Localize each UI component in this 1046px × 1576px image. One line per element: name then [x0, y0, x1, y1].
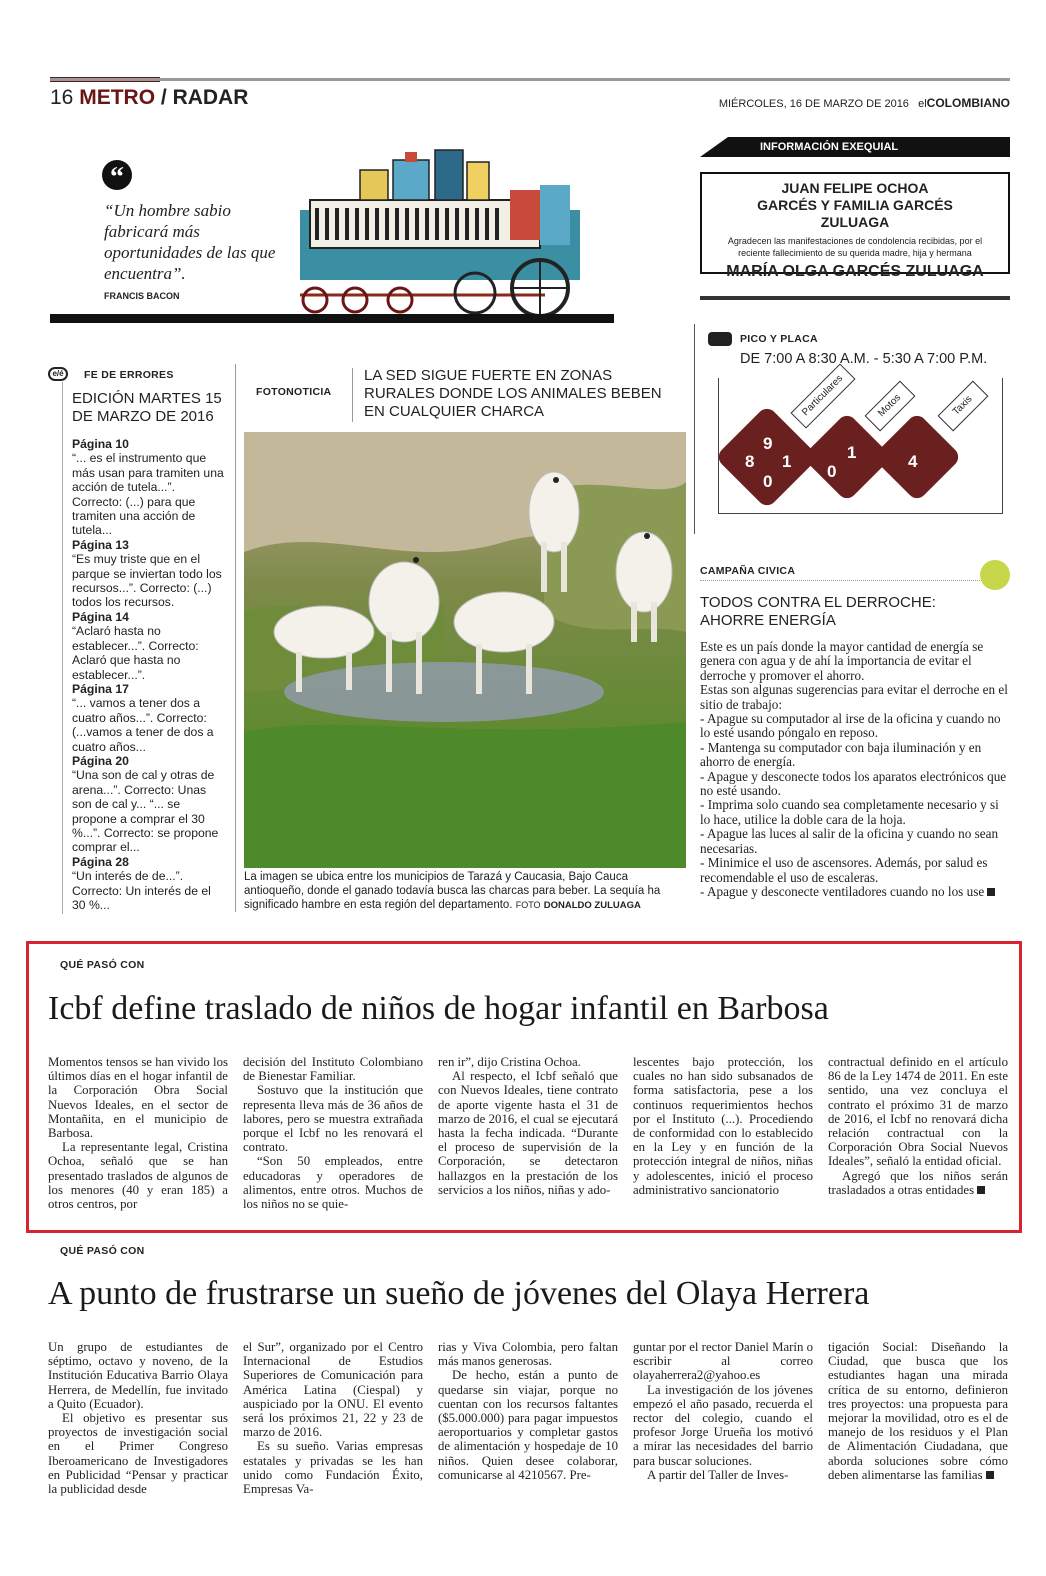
plate-digit: 4: [908, 452, 918, 471]
errata-text: “... es el instrumento que más usan para tramiten una acción de tutela...”. Correcto: (...) para que tramiten una acción de tutela...: [72, 451, 224, 538]
article2-paragraph: el Sur”, organizado por el Centro Internacional de Estudios Superiores de Comunicación para América Latina (Ciespal) y auspiciado por la ONU. El evento será los próximos 21, 22 y 23 de marzo de 2016.: [243, 1340, 423, 1440]
cattle-photo: [244, 432, 686, 868]
dateline: [719, 96, 1010, 110]
article2-paragraph: El objetivo es presentar sus proyectos de investigación social en el Primer Congreso Iberoamericano de Investigadores en Publicidad “Pensar y practicar la publicidad desde: [48, 1411, 228, 1497]
column-divider: [235, 364, 236, 912]
quote-author: FRANCIS BACON: [104, 291, 180, 301]
page-header: [50, 86, 248, 110]
campana-tip: - Minimice el uso de ascensores. Además, por salud es recomendable el uso de escaleras.: [700, 855, 988, 885]
header-rule: [50, 78, 1010, 81]
article1-paragraph: decisión del Instituto Colombiano de Bienestar Familiar.: [243, 1055, 423, 1084]
campana-body: [700, 640, 1010, 899]
errata-text: “... vamos a tener dos a cuatro años...”. Correcto: (...vamos a tener de dos a cuatro años...: [72, 696, 214, 754]
header-separator: /: [160, 86, 167, 109]
article2-column: [243, 1340, 423, 1496]
photo-credit: DONALDO ZULUAGA: [543, 900, 641, 911]
exequial-names: JUAN FELIPE OCHOA GARCÉS Y FAMILIA GARCÉS ZULUAGA: [757, 180, 953, 230]
errata-page: Página 10: [72, 437, 129, 451]
photo-caption: [244, 870, 686, 913]
plate-digit: 1: [847, 443, 857, 462]
train-illustration: [285, 130, 585, 320]
brand-name: COLOMBIANO: [926, 96, 1010, 110]
errata-page: Página 20: [72, 753, 129, 768]
errata-page: Página 17: [72, 681, 129, 696]
campana-paragraph: Este es un país donde la mayor cantidad de energía se genera con agua y de ahí la importancia de evitar el derroche y promover el ahorro.: [700, 639, 984, 683]
photo-credit-label: FOTO: [515, 900, 541, 910]
plate-type-motos: Motos: [865, 381, 916, 432]
article2-kicker: QUÉ PASÓ CON: [60, 1245, 145, 1257]
article1-headline: Icbf define traslado de niños de hogar infantil en Barbosa: [48, 990, 829, 1027]
article2-column: [633, 1340, 813, 1482]
campana-tip: - Apague y desconecte todos los aparatos electrónicos que no esté usando.: [700, 768, 1007, 799]
errata-page: Página 14: [72, 609, 129, 624]
campana-tip: - Apague su computador al irse de la oficina y cuando no lo esté usando póngalo en reposo.: [700, 711, 1001, 741]
article1-paragraph: “Son 50 empleados, entre educadoras y operadores de alimentos, entre otros. Muchos de los niños no se quie-: [243, 1154, 423, 1212]
brand-prefix: el: [918, 98, 927, 110]
article2-column: [48, 1340, 228, 1496]
thumbs-up-icon: [980, 560, 1010, 590]
article1-paragraph: La representante legal, Cristina Ochoa, señaló que se han presentado traslados de algunos de los menores (40 y eran 185) a otros centros, por: [48, 1140, 228, 1212]
errata-text: “Es muy triste que en el parque se inviertan todo los recursos...”. Correcto: (...) todos los recursos.: [72, 552, 222, 610]
column-divider: [352, 368, 353, 422]
article1-paragraph: contractual definido en el artículo 86 de la Ley 1474 de 2011. En este sentido, una vez concluya el contrato el próximo 31 de marzo de 2016, el Icbf no renovará dicha relación contractual con la Corporación Obra Social Nuevos Ideales”, señaló la entidad oficial.: [828, 1055, 1008, 1169]
article1-paragraph: Sostuvo que la institución que representa lleva más de 36 años de labores, pero se muestra extrañada porque el Icbf no les renovará el contrato.: [243, 1083, 423, 1155]
article1-column: [828, 1055, 1008, 1197]
fotonoticia-title: LA SED SIGUE FUERTE EN ZONAS RURALES DONDE LOS ANIMALES BEBEN EN CUALQUIER CHARCA: [364, 367, 662, 420]
exequial-notice: [700, 172, 1010, 280]
plate-digit: 1: [782, 452, 792, 471]
campana-label: CAMPAÑA CIVICA: [700, 565, 796, 577]
end-of-article-icon: [987, 888, 995, 896]
errata-icon: e/é: [48, 367, 68, 381]
campana-tip: - Apague y desconecte ventiladores cuando no los use: [700, 883, 985, 899]
article1-column: [633, 1055, 813, 1197]
article2-column: [828, 1340, 1008, 1482]
campana-paragraph: Estas son algunas sugerencias para evitar el derroche en el sitio de trabajo:: [700, 682, 1008, 712]
errata-rule: [62, 382, 63, 914]
exequial-rule: [700, 296, 1010, 300]
article1-column: [48, 1055, 228, 1211]
subsection-name: RADAR: [172, 86, 249, 109]
quote-text: “Un hombre sabio fabricará más oportunidades de las que encuentra”.: [104, 201, 276, 283]
article2-column: [438, 1340, 618, 1482]
campana-tip: - Imprima solo cuando sea completamente necesario y si lo hace, utilice la doble cara de la hoja.: [700, 797, 999, 827]
article1-paragraph: lescentes bajo protección, los cuales no han sido subsanados de forma satisfactoria, pese a los continuos requerimientos hechos por el Instituto (...). Procediendo de conformidad con lo establecido en la Ley y en función de la protección integral de niños, niñas y adolescentes, inició el proceso administrativo sancionatorio: [633, 1055, 813, 1197]
campana-title: TODOS CONTRA EL DERROCHE: AHORRE ENERGÍA: [700, 594, 936, 629]
article2-paragraph: tigación Social: Diseñando la Ciudad, que busca que los estudiantes hagan una mirada crítica de su entorno, definieron tres proyectos: una propuesta para mejorar la movilidad, otro es el de manejo de los residuos y el Plan de Alimentación Ciudadana, que aborda soluciones sobre cómo deben alimentarse las familias: [828, 1340, 1008, 1482]
plate-type-taxis: Taxis: [938, 381, 989, 432]
page-number: 16: [50, 86, 74, 109]
errata-label: FE DE ERRORES: [84, 369, 174, 381]
article1-paragraph: Agregó que los niños serán trasladados a otras entidades: [828, 1168, 1008, 1197]
column-divider: [694, 324, 695, 534]
campana-rule: [700, 580, 980, 581]
article2-paragraph: Es su sueño. Varias empresas estatales y privadas se les han unido como Fundación Éxito, Empresas Va-: [243, 1439, 423, 1497]
errata-page: Página 28: [72, 854, 129, 869]
article1-column: [438, 1055, 618, 1197]
publication-date: MIÉRCOLES, 16 DE MARZO DE 2016: [718, 98, 909, 110]
exequial-label: INFORMACIÓN EXEQUIAL: [700, 137, 1010, 157]
errata-list: [72, 437, 224, 912]
errata-text: “Una son de cal y otras de arena...”. Correcto: Unas son de cal y... “... se propone a comprar el 30 %...”. Correcto: se propone comprar el...: [72, 768, 219, 855]
article1-column: [243, 1055, 423, 1211]
plate-digit: 9: [763, 434, 773, 453]
errata-text: “Un interés de de...”. Correcto: Un interés de el 30 %...: [72, 869, 211, 912]
article1-paragraph: Al respecto, el Icbf señaló que con Nuevos Ideales, tiene contrato de aporte vigente hasta el 31 de marzo de 2016, el cual se ejecutará hasta la fecha indicada. “Durante el proceso de supervisión de la Corporación, se detectaron hallazgos en la prestación de los servicios a los niños, niñas y ado-: [438, 1069, 618, 1197]
article2-paragraph: De hecho, están a punto de quedarse sin viajar, porque no cuentan con los recursos faltantes ($5.000.000) para pagar impuestos aeroportuarios y completar gastos de alimentación y hospedaje de 10 niños. Quien desee colaborar, comunicarse al 4210567. Pre-: [438, 1368, 618, 1482]
article2-headline: A punto de frustrarse un sueño de jóvenes del Olaya Herrera: [48, 1275, 870, 1312]
exequial-message: Agradecen las manifestaciones de condolencia recibidas, por el reciente fallecimiento de su querida madre, hija y hermana: [727, 236, 983, 258]
article2-paragraph: La investigación de los jóvenes empezó el año pasado, recuerda el rector del colegio, cuando el profesor Jorge Urueña los motivó a mirar las necesidades del barrio para buscar soluciones.: [633, 1382, 813, 1468]
errata-edition: EDICIÓN MARTES 15 DE MARZO DE 2016: [72, 390, 222, 425]
exequial-deceased: MARÍA OLGA GARCÉS ZULUAGA: [726, 263, 984, 280]
article1-paragraph: Momentos tensos se han vivido los últimos días en el hogar infantil de la Corporación Obra Social Nuevos Ideales, en el sector de Montañita, en el municipio de Barbosa.: [48, 1055, 228, 1141]
car-icon: [708, 332, 732, 346]
campana-tip: - Apague las luces al salir de la oficina y cuando no sean necesarias.: [700, 826, 999, 856]
article1-kicker: QUÉ PASÓ CON: [60, 959, 145, 971]
pico-placa-hours: DE 7:00 A 8:30 A.M. - 5:30 A 7:00 P.M.: [740, 351, 988, 367]
end-of-article-icon: [977, 1186, 985, 1194]
article2-paragraph: A partir del Taller de Inves-: [647, 1467, 789, 1482]
section-name: METRO: [79, 86, 156, 109]
article2-paragraph: guntar por el rector Daniel Marín o escribir al correo olayaherrera2@yahoo.es: [633, 1340, 813, 1383]
fotonoticia-label: FOTONOTICIA: [256, 386, 332, 398]
article2-paragraph: Un grupo de estudiantes de séptimo, octavo y noveno, de la Institución Educativa Barrio Olaya Herrera, de Medellín, fue invitado a Quito (Ecuador).: [48, 1340, 228, 1411]
caption-text: La imagen se ubica entre los municipios de Tarazá y Caucasia, Bajo Cauca antioqueño, donde el ganado todavía busca las charcas para beber. La sequía ha significado hambre en esta región del departamento.: [244, 871, 661, 911]
errata-page: Página 13: [72, 537, 129, 552]
campana-tip: - Mantenga su computador con baja iluminación y en ahorro de energía.: [700, 739, 982, 770]
plate-type-particulares: Particulares: [790, 363, 855, 428]
plate-digit: 0: [763, 472, 773, 491]
plate-digit: 8: [745, 452, 755, 471]
quote-rule: [50, 314, 614, 323]
article2-paragraph: rias y Viva Colombia, pero faltan más manos generosas.: [438, 1340, 618, 1369]
errata-text: “Aclaró hasta no establecer...”. Correcto: Aclaró que hasta no establecer...”.: [72, 624, 199, 682]
article1-paragraph: ren ir”, dijo Cristina Ochoa.: [438, 1055, 581, 1069]
quote-icon: “: [102, 160, 132, 190]
end-of-article-icon: [986, 1471, 994, 1479]
plate-digit: 0: [827, 462, 837, 481]
pico-placa-label: PICO Y PLACA: [740, 333, 818, 345]
